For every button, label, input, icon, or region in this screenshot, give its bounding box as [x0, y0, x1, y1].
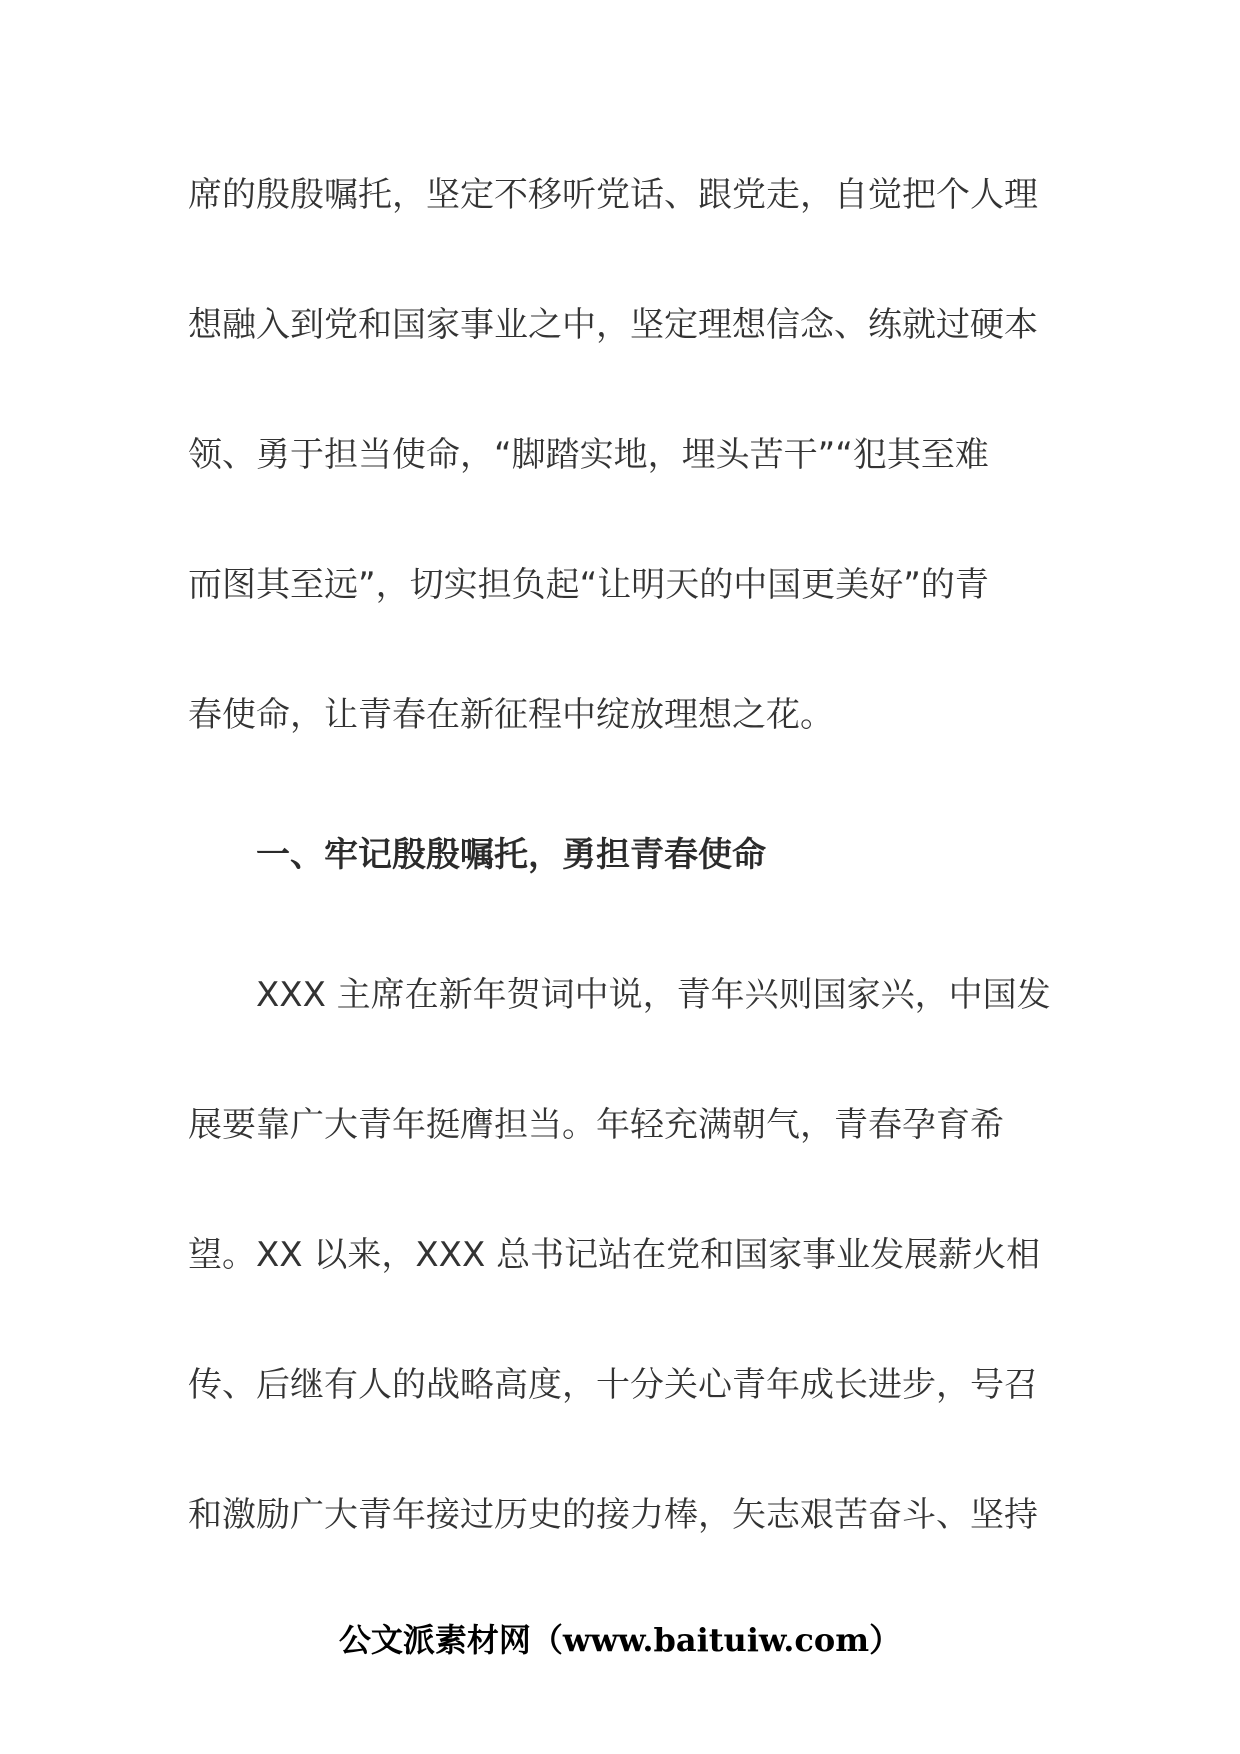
paragraph-line: 和激励广大青年接过历史的接力棒，矢志艰苦奋斗、坚持 — [188, 1495, 1038, 1535]
section-heading: 一、牢记殷殷嘱托，勇担青春使命 — [256, 835, 766, 875]
paragraph-line: 传、后继有人的战略高度，十分关心青年成长进步，号召 — [188, 1365, 1038, 1405]
paragraph-line: 望。XX 以来，XXX 总书记站在党和国家事业发展薪火相 — [188, 1235, 1041, 1275]
footer-watermark: 公文派素材网（www.baituiw.com） — [338, 1621, 902, 1659]
paragraph-line: 展要靠广大青年挺膺担当。年轻充满朝气，青春孕育希 — [188, 1105, 1004, 1145]
paragraph-line: 领、勇于担当使命，“脚踏实地，埋头苦干”“犯其至难 — [188, 435, 989, 475]
paragraph-line: 席的殷殷嘱托，坚定不移听党话、跟党走，自觉把个人理 — [188, 175, 1038, 215]
paragraph-line: 而图其至远”，切实担负起“让明天的中国更美好”的青 — [188, 565, 989, 605]
paragraph-line: XXX 主席在新年贺词中说，青年兴则国家兴，中国发 — [256, 975, 1051, 1015]
paragraph-line: 想融入到党和国家事业之中，坚定理想信念、练就过硬本 — [188, 305, 1038, 345]
paragraph-line: 春使命，让青春在新征程中绽放理想之花。 — [188, 695, 834, 735]
